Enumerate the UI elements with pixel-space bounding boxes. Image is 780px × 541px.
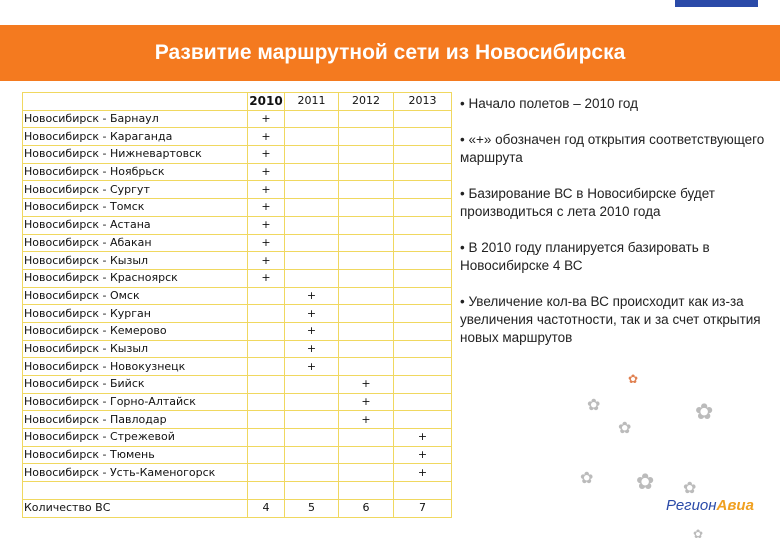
- year-cell: [394, 393, 452, 411]
- note: • Начало полетов – 2010 год: [460, 96, 638, 111]
- year-cell: 2011: [285, 93, 339, 111]
- year-cell: +: [248, 199, 285, 217]
- year-cell: [339, 199, 394, 217]
- table-row: [23, 181, 452, 199]
- table-row: [23, 269, 452, 287]
- year-cell: [339, 234, 394, 252]
- year-cell: +: [394, 429, 452, 447]
- year-cell: [285, 393, 339, 411]
- table-row: [23, 216, 452, 234]
- year-cell: [394, 163, 452, 181]
- year-cell: [248, 393, 285, 411]
- year-cell: [394, 340, 452, 358]
- year-cell: [248, 376, 285, 394]
- year-cell: [339, 181, 394, 199]
- year-cell: [285, 110, 339, 128]
- year-cell: [339, 429, 394, 447]
- year-cell: [248, 464, 285, 482]
- route-name-cell: Новосибирск - Кызыл: [23, 340, 248, 358]
- year-cell: [248, 322, 285, 340]
- note: • В 2010 году планируется базировать в Новосибирске 4 ВС: [460, 240, 710, 273]
- table-row: [23, 340, 452, 358]
- year-cell: [248, 482, 285, 500]
- year-cell: [394, 322, 452, 340]
- route-name-cell: Новосибирск - Абакан: [23, 234, 248, 252]
- year-cell: [339, 287, 394, 305]
- year-cell: [394, 234, 452, 252]
- route-name-cell: Новосибирск - Омск: [23, 287, 248, 305]
- butterfly-icon: ✿: [628, 372, 639, 386]
- table-header-row: [23, 93, 452, 111]
- route-name-cell: Новосибирск - Ноябрьск: [23, 163, 248, 181]
- year-cell: +: [248, 163, 285, 181]
- year-cell: 2013: [394, 93, 452, 111]
- route-name-cell: Новосибирск - Нижневартовск: [23, 146, 248, 164]
- route-name-cell: Новосибирск - Красноярск: [23, 269, 248, 287]
- year-cell: [339, 146, 394, 164]
- table-row: [23, 411, 452, 429]
- year-cell: [248, 305, 285, 323]
- route-name-cell: [23, 93, 248, 111]
- route-name-cell: Новосибирск - Астана: [23, 216, 248, 234]
- year-cell: [285, 128, 339, 146]
- year-cell: [248, 411, 285, 429]
- year-cell: 2010: [249, 94, 283, 109]
- year-cell: +: [248, 252, 285, 270]
- year-cell: +: [285, 287, 339, 305]
- top-accent-bar: [675, 0, 758, 7]
- year-cell: [339, 128, 394, 146]
- year-cell: [394, 216, 452, 234]
- table-row: [23, 322, 452, 340]
- logo-part1: Регион: [666, 497, 717, 514]
- year-cell: +: [339, 376, 394, 394]
- year-cell: [339, 269, 394, 287]
- route-name-cell: Новосибирск - Сургут: [23, 181, 248, 199]
- year-cell: [394, 269, 452, 287]
- table-row: [23, 110, 452, 128]
- year-cell: [285, 181, 339, 199]
- route-name-cell: Новосибирск - Караганда: [23, 128, 248, 146]
- year-cell: [394, 376, 452, 394]
- year-cell: +: [285, 305, 339, 323]
- table-row: [23, 358, 452, 376]
- year-cell: [394, 181, 452, 199]
- year-cell: +: [248, 128, 285, 146]
- year-cell: +: [248, 269, 285, 287]
- year-cell: [248, 429, 285, 447]
- butterfly-icon: ✿: [587, 395, 601, 414]
- table-row: [23, 446, 452, 464]
- table-row: [23, 163, 452, 181]
- butterfly-icon: ✿: [636, 470, 655, 495]
- year-cell: [339, 252, 394, 270]
- year-cell: [339, 305, 394, 323]
- year-cell: +: [248, 110, 285, 128]
- note: • Увеличение кол-ва ВС происходит как из-за увеличения частотности, так и за счет открытия новых маршрутов: [460, 294, 761, 345]
- region-avia-logo: [666, 497, 754, 514]
- table-row: [23, 234, 452, 252]
- spacer-row: [23, 482, 452, 500]
- year-cell: [285, 199, 339, 217]
- year-cell: [394, 287, 452, 305]
- year-cell: +: [394, 446, 452, 464]
- year-cell: +: [285, 322, 339, 340]
- year-cell: [285, 146, 339, 164]
- year-cell: [248, 340, 285, 358]
- year-cell: [285, 252, 339, 270]
- year-cell: [285, 446, 339, 464]
- year-cell: [394, 358, 452, 376]
- year-cell: [285, 216, 339, 234]
- year-cell: [339, 322, 394, 340]
- table-row: [23, 393, 452, 411]
- butterfly-icon: ✿: [683, 478, 697, 497]
- route-name-cell: Новосибирск - Бийск: [23, 376, 248, 394]
- year-cell: +: [248, 146, 285, 164]
- route-name-cell: Новосибирск - Павлодар: [23, 411, 248, 429]
- year-cell: [394, 252, 452, 270]
- year-cell: [339, 446, 394, 464]
- table-row: [23, 128, 452, 146]
- year-cell: [285, 269, 339, 287]
- year-cell: [394, 128, 452, 146]
- year-cell: [248, 287, 285, 305]
- year-cell: [394, 411, 452, 429]
- table-row: [23, 252, 452, 270]
- table-row: [23, 287, 452, 305]
- route-name-cell: Новосибирск - Усть-Каменогорск: [23, 464, 248, 482]
- year-cell: [285, 411, 339, 429]
- logo-part2: Авиа: [716, 497, 754, 514]
- year-cell: [394, 146, 452, 164]
- year-cell: [339, 110, 394, 128]
- table-row: [23, 305, 452, 323]
- route-name-cell: Новосибирск - Стрежевой: [23, 429, 248, 447]
- table-row: [23, 146, 452, 164]
- route-name-cell: Новосибирск - Кемерово: [23, 322, 248, 340]
- year-cell: [394, 305, 452, 323]
- year-cell: [285, 163, 339, 181]
- year-cell: [248, 358, 285, 376]
- butterfly-icon: ✿: [618, 418, 632, 437]
- table-row: [23, 429, 452, 447]
- year-cell: [285, 234, 339, 252]
- year-cell: +: [248, 216, 285, 234]
- year-cell: [339, 216, 394, 234]
- route-name-cell: [23, 482, 248, 500]
- route-name-cell: Новосибирск - Барнаул: [23, 110, 248, 128]
- year-cell: [394, 482, 452, 500]
- year-cell: 4: [248, 499, 285, 517]
- year-cell: [339, 482, 394, 500]
- year-cell: [339, 358, 394, 376]
- year-cell: [285, 464, 339, 482]
- route-name-cell: Новосибирск - Тюмень: [23, 446, 248, 464]
- note: • «+» обозначен год открытия соответствующего маршрута: [460, 132, 765, 165]
- year-cell: +: [339, 393, 394, 411]
- year-cell: +: [339, 411, 394, 429]
- butterfly-icon: ✿: [695, 400, 714, 425]
- notes-list: [460, 95, 770, 365]
- year-cell: +: [394, 464, 452, 482]
- note: • Базирование ВС в Новосибирске будет производиться с лета 2010 года: [460, 186, 715, 219]
- table-row: [23, 464, 452, 482]
- table-row: [23, 199, 452, 217]
- route-name-cell: Новосибирск - Кызыл: [23, 252, 248, 270]
- year-cell: +: [248, 181, 285, 199]
- year-cell: [248, 446, 285, 464]
- year-cell: [285, 429, 339, 447]
- year-cell: [339, 163, 394, 181]
- route-name-cell: Новосибирск - Томск: [23, 199, 248, 217]
- year-cell: [285, 376, 339, 394]
- butterfly-icon: ✿: [580, 468, 594, 487]
- year-cell: 7: [394, 499, 452, 517]
- year-cell: [394, 110, 452, 128]
- routes-table: [22, 92, 452, 518]
- route-name-cell: Новосибирск - Горно-Алтайск: [23, 393, 248, 411]
- route-name-cell: Новосибирск - Курган: [23, 305, 248, 323]
- butterfly-icon: ✿: [693, 527, 704, 541]
- year-cell: [285, 482, 339, 500]
- total-row: [23, 499, 452, 517]
- year-cell: +: [285, 340, 339, 358]
- year-cell: [339, 340, 394, 358]
- year-cell: 5: [285, 499, 339, 517]
- table-row: [23, 376, 452, 394]
- year-cell: [339, 464, 394, 482]
- year-cell: +: [248, 234, 285, 252]
- year-cell: 2012: [339, 93, 394, 111]
- page-title: Развитие маршрутной сети из Новосибирска: [0, 25, 780, 81]
- route-name-cell: Новосибирск - Новокузнецк: [23, 358, 248, 376]
- route-name-cell: Количество ВС: [23, 499, 248, 517]
- year-cell: [394, 199, 452, 217]
- year-cell: 6: [339, 499, 394, 517]
- year-cell: +: [285, 358, 339, 376]
